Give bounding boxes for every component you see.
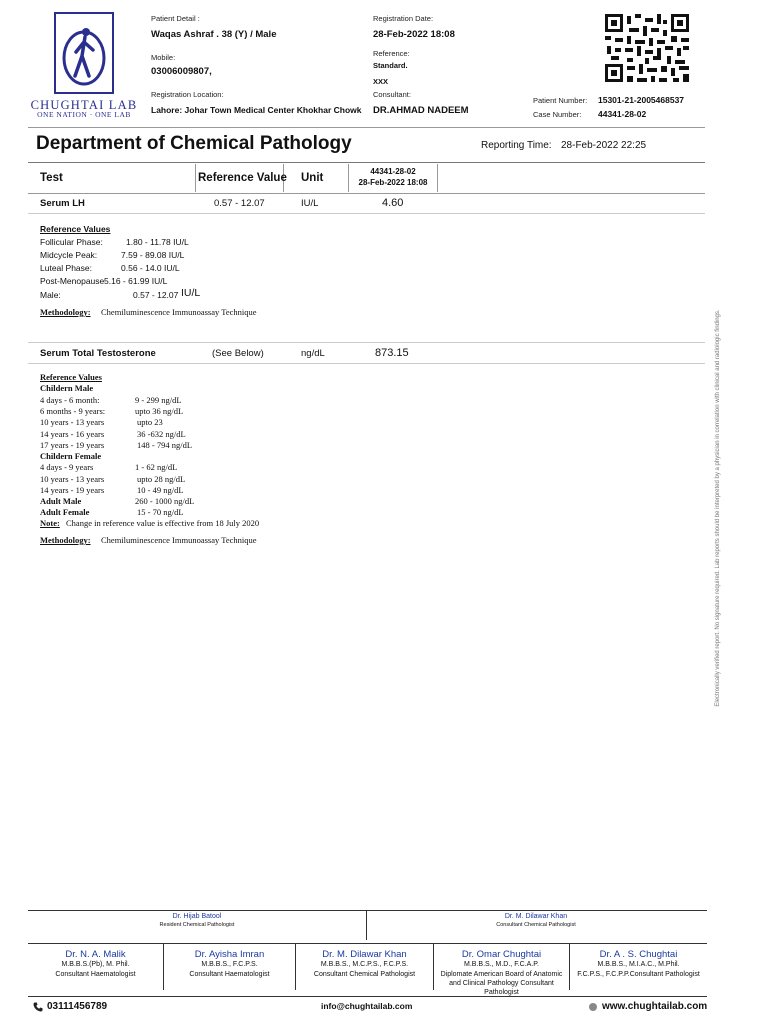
lh-range-label: Post-Menopause — [40, 276, 105, 286]
phone-number: 03111456789 — [47, 1001, 108, 1012]
side-verification-label: Electronically verified report. No signature required. Lab reports should be interpreted by a physician in correlation with clinical and radiologic findings. — [715, 309, 721, 707]
testo-range-label: 17 years - 19 years — [40, 440, 105, 450]
signature-name: Dr. Ayisha Imran — [194, 949, 265, 960]
lh-unit: IU/L — [301, 198, 319, 209]
testo-method: Chemiluminescence Immunoassay Technique — [101, 535, 257, 545]
testo-adult-female-label: Adult Female — [40, 507, 90, 517]
email-link[interactable]: info@chughtailab.com — [321, 1001, 413, 1011]
reg-location-label: Registration Location: — [151, 90, 224, 99]
lh-method: Chemiluminescence Immunoassay Technique — [101, 307, 257, 317]
case-number-label: Case Number: — [533, 110, 582, 119]
testo-adult-male-label: Adult Male — [40, 496, 82, 506]
walking-man-icon — [56, 14, 112, 92]
footer-mid-border — [28, 943, 707, 944]
lab-name: CHUGHTAI LAB — [30, 98, 138, 112]
signature-title: F.C.P.S., F.C.P.P.Consultant Pathologist — [577, 970, 700, 978]
col-header-case: 44341-28-02 — [370, 167, 416, 176]
testo-test-name: Serum Total Testosterone — [40, 348, 156, 359]
signature-title: Consultant Chemical Pathologist — [313, 970, 416, 978]
signature-block — [296, 949, 433, 979]
col-divider — [437, 164, 438, 192]
lab-tagline: ONE NATION · ONE LAB — [37, 110, 131, 119]
testo-range-value: 9 - 299 ng/dL — [135, 395, 182, 405]
testo-range-label: 6 months - 9 years: — [40, 406, 106, 416]
testo-range-value: upto 36 ng/dL — [135, 406, 184, 416]
patient-detail: Waqas Ashraf . 38 (Y) / Male — [151, 29, 277, 40]
testo-unit: ng/dL — [301, 348, 325, 359]
signature-quals: M.B.B.S., M.D., F.C.A.P. — [464, 961, 539, 968]
qr-code-icon — [605, 14, 689, 82]
patient-number: 15301-21-2005468537 — [598, 95, 685, 105]
signature-title: Consultant Haematologist — [55, 970, 136, 978]
signature-block — [164, 949, 295, 979]
reference-label: Reference: — [373, 49, 410, 58]
lh-range-value: 7.59 - 89.08 IU/L — [121, 250, 185, 260]
testo-range-label: 10 years - 13 years — [40, 474, 105, 484]
signature-name: Dr. M. Dilawar Khan — [322, 949, 407, 960]
signature-block — [570, 949, 707, 979]
phone-icon — [33, 1002, 43, 1012]
lh-range-label: Follicular Phase: — [40, 237, 103, 247]
lh-test-name: Serum LH — [40, 198, 85, 209]
reg-date: 28-Feb-2022 18:08 — [373, 29, 455, 40]
signature-quals: M.B.B.S., F.C.P.S. — [201, 961, 258, 968]
testo-note: Change in reference value is effective from 18 July 2020 — [66, 518, 260, 528]
signature-name: Dr. A . S. Chughtai — [599, 949, 678, 960]
testo-ref: (See Below) — [212, 348, 264, 359]
testo-range-value: 1 - 62 ng/dL — [135, 462, 178, 472]
testo-adult-male: 260 - 1000 ng/dL — [135, 496, 195, 506]
testo-range-value: upto 23 — [137, 417, 163, 427]
testo-range-value: 148 - 794 ng/dL — [137, 440, 193, 450]
patient-number-label: Patient Number: — [533, 96, 588, 105]
reporting-time: 28-Feb-2022 22:25 — [561, 140, 647, 151]
testo-method-label: Methodology: — [40, 535, 91, 545]
signature-quals: M.B.B.S.(Pb), M. Phil. — [61, 961, 130, 968]
lh-range-value: 0.56 - 14.0 IU/L — [121, 263, 180, 273]
testo-adult-female: 15 - 70 ng/dL — [137, 507, 184, 517]
testo-range-label: 14 years - 16 years — [40, 429, 105, 439]
lh-ref-title: Reference Values — [40, 224, 111, 234]
mobile: 03006009807, — [151, 66, 212, 77]
signature-name: Dr. N. A. Malik — [65, 949, 126, 960]
lh-method-label: Methodology: — [40, 307, 91, 317]
consultant: DR.AHMAD NADEEM — [373, 105, 469, 116]
testo-range-value: 10 - 49 ng/dL — [137, 485, 184, 495]
reg-date-label: Registration Date: — [373, 14, 434, 23]
testo-female-title: Childern Female — [40, 451, 102, 461]
testo-note-label: Note: — [40, 518, 60, 528]
signature-title: Diplomate American Board of Anatomic and Clinical Pathology Consultant Pathologist — [440, 970, 563, 996]
reg-location: Lahore: Johar Town Medical Center Khokhar Chowk — [151, 105, 362, 115]
testo-range-value: 36 -632 ng/dL — [137, 429, 186, 439]
lh-range-label: Midcycle Peak: — [40, 250, 98, 260]
header-divider — [28, 127, 705, 128]
table-top-border — [28, 162, 705, 163]
website-url: www.chughtailab.com — [602, 1001, 708, 1012]
testo-male-title: Childern Male — [40, 383, 94, 393]
lh-range-label: Male: — [40, 290, 61, 300]
reporting-time-label: Reporting Time: — [481, 140, 552, 151]
footer-top-border — [28, 910, 707, 911]
signature-top-title: Consultant Chemical Pathologist — [496, 922, 576, 928]
footer-bottom-border — [28, 996, 707, 997]
col-header-test: Test — [40, 172, 63, 184]
testo-ref-title: Reference Values — [40, 372, 102, 382]
signature-top-title: Resident Chemical Pathologist — [159, 922, 235, 928]
lh-result: 4.60 — [382, 197, 404, 209]
signature-block — [28, 949, 163, 979]
department-title: Department of Chemical Pathology — [36, 133, 352, 154]
testo-range-label: 14 years - 19 years — [40, 485, 105, 495]
signature-name: Dr. Omar Chughtai — [461, 949, 542, 960]
testo-range-value: upto 28 ng/dL — [137, 474, 186, 484]
website-link[interactable] — [589, 1001, 707, 1012]
col-header-unit: Unit — [301, 172, 324, 184]
table-header-bottom — [28, 193, 705, 194]
lab-logo — [54, 12, 114, 94]
testo-range-label: 4 days - 9 years — [40, 462, 94, 472]
col-header-ref: Reference Value — [198, 172, 287, 184]
testo-result: 873.15 — [375, 347, 409, 359]
mobile-label: Mobile: — [151, 53, 176, 62]
testo-range-label: 10 years - 13 years — [40, 417, 105, 427]
col-divider — [195, 164, 196, 192]
lh-range-value: 5.16 - 61.99 IU/L — [104, 276, 168, 286]
qr-code — [605, 14, 689, 82]
testo-row-top — [28, 342, 705, 343]
signature-title: Consultant Haematologist — [189, 970, 270, 978]
testo-range-label: 4 days - 6 month: — [40, 395, 100, 405]
signature-top-name: Dr. Hijab Batool — [172, 913, 222, 920]
reference-1: Standard. — [373, 61, 408, 70]
signature-top-name: Dr. M. Dilawar Khan — [504, 913, 568, 920]
testo-row-bottom — [28, 363, 705, 364]
globe-icon — [589, 1003, 597, 1011]
lh-range-value: 0.57 - 12.07 — [133, 290, 179, 300]
signature-quals: M.B.B.S., M.I.A.C., M.Phil. — [597, 961, 680, 968]
consultant-label: Consultant: — [373, 90, 411, 99]
patient-detail-label: Patient Detail : — [151, 14, 200, 23]
lh-range-unit: IU/L — [181, 287, 201, 299]
lh-range-label: Luteal Phase: — [40, 263, 92, 273]
signature-quals: M.B.B.S., M.C.P.S., F.C.P.S. — [320, 961, 409, 968]
lh-range-value: 1.80 - 11.78 IU/L — [126, 237, 189, 247]
reference-2: XXX — [373, 77, 389, 86]
phone-contact[interactable] — [33, 1001, 107, 1012]
signature-block — [434, 949, 569, 997]
lh-ref: 0.57 - 12.07 — [214, 198, 265, 209]
case-number: 44341-28-02 — [598, 109, 647, 119]
lh-row-bottom — [28, 213, 705, 214]
col-header-date: 28-Feb-2022 18:08 — [358, 178, 428, 187]
